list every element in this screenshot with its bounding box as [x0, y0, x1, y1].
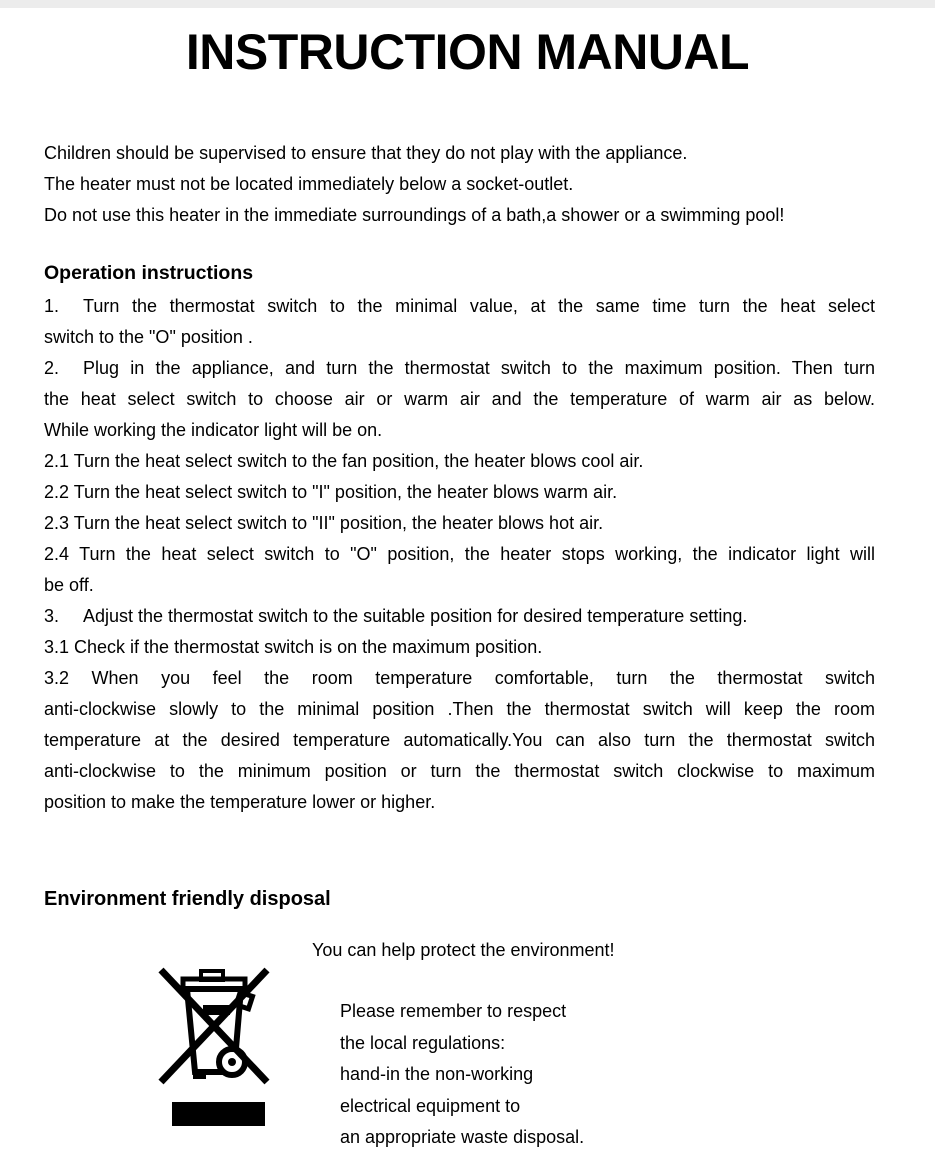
op-line: be off. — [44, 575, 94, 595]
op-line: 2.4 Turn the heat select switch to "O" position, the heater stops working, the indicator light will — [44, 544, 875, 564]
disposal-line: the local regulations: — [340, 1032, 506, 1053]
disposal-line: electrical equipment to — [340, 1095, 521, 1116]
disposal-line: an appropriate waste disposal. — [340, 1127, 585, 1147]
disposal-line: Please remember to respect — [340, 1001, 567, 1021]
list-number: 2. — [44, 358, 60, 378]
weee-crossed-out-wheelie-bin-icon — [154, 962, 272, 1132]
disposal-line: hand-in the non-working — [340, 1064, 534, 1084]
op-line: 1. Turn the thermostat switch to the minimal value, at the same time turn the heat select — [44, 291, 875, 322]
operation-instructions-list — [44, 291, 875, 818]
disposal-heading: Environment friendly disposal — [44, 888, 331, 910]
op-line: temperature at the desired temperature automatically.You can also turn the thermostat switch — [44, 730, 875, 750]
op-line: 2.1 Turn the heat select switch to the fan position, the heater blows cool air. — [44, 451, 644, 471]
weee-bar — [172, 1102, 265, 1126]
op-line: switch to the "O" position . — [44, 327, 253, 347]
op-line: 3.1 Check if the thermostat switch is on the maximum position. — [44, 637, 543, 657]
page-title: INSTRUCTION MANUAL — [185, 24, 750, 80]
disposal-text-block — [340, 996, 584, 1154]
op-line: anti-clockwise to the minimum position or turn the thermostat switch clockwise to maximum — [44, 761, 875, 781]
op-line: While working the indicator light will be on. — [44, 420, 383, 440]
op-line: 2.3 Turn the heat select switch to "II" position, the heater blows hot air. — [44, 513, 604, 533]
safety-line: The heater must not be located immediately below a socket-outlet. — [44, 174, 574, 194]
op-line: the heat select switch to choose air or warm air and the temperature of warm air as below. — [44, 389, 875, 409]
op-line: 3. Adjust the thermostat switch to the suitable position for desired temperature setting. — [44, 601, 875, 632]
list-number: 3. — [44, 606, 60, 626]
operation-instructions-heading: Operation instructions — [44, 262, 254, 284]
op-line: 3.2 When you feel the room temperature comfortable, turn the thermostat switch — [44, 668, 875, 688]
scan-edge-strip — [0, 0, 935, 8]
safety-paragraph — [44, 138, 884, 231]
op-line: anti-clockwise slowly to the minimal position .Then the thermostat switch will keep the room — [44, 699, 875, 719]
safety-line: Do not use this heater in the immediate surroundings of a bath,a shower or a swimming pool! — [44, 205, 785, 225]
disposal-intro-text: You can help protect the environment! — [312, 940, 615, 960]
safety-line: Children should be supervised to ensure that they do not play with the appliance. — [44, 143, 688, 163]
op-line: position to make the temperature lower or higher. — [44, 792, 436, 812]
op-line: 2. Plug in the appliance, and turn the thermostat switch to the maximum position. Then turn — [44, 353, 875, 384]
list-number: 1. — [44, 296, 60, 316]
op-line: 2.2 Turn the heat select switch to "I" position, the heater blows warm air. — [44, 482, 618, 502]
